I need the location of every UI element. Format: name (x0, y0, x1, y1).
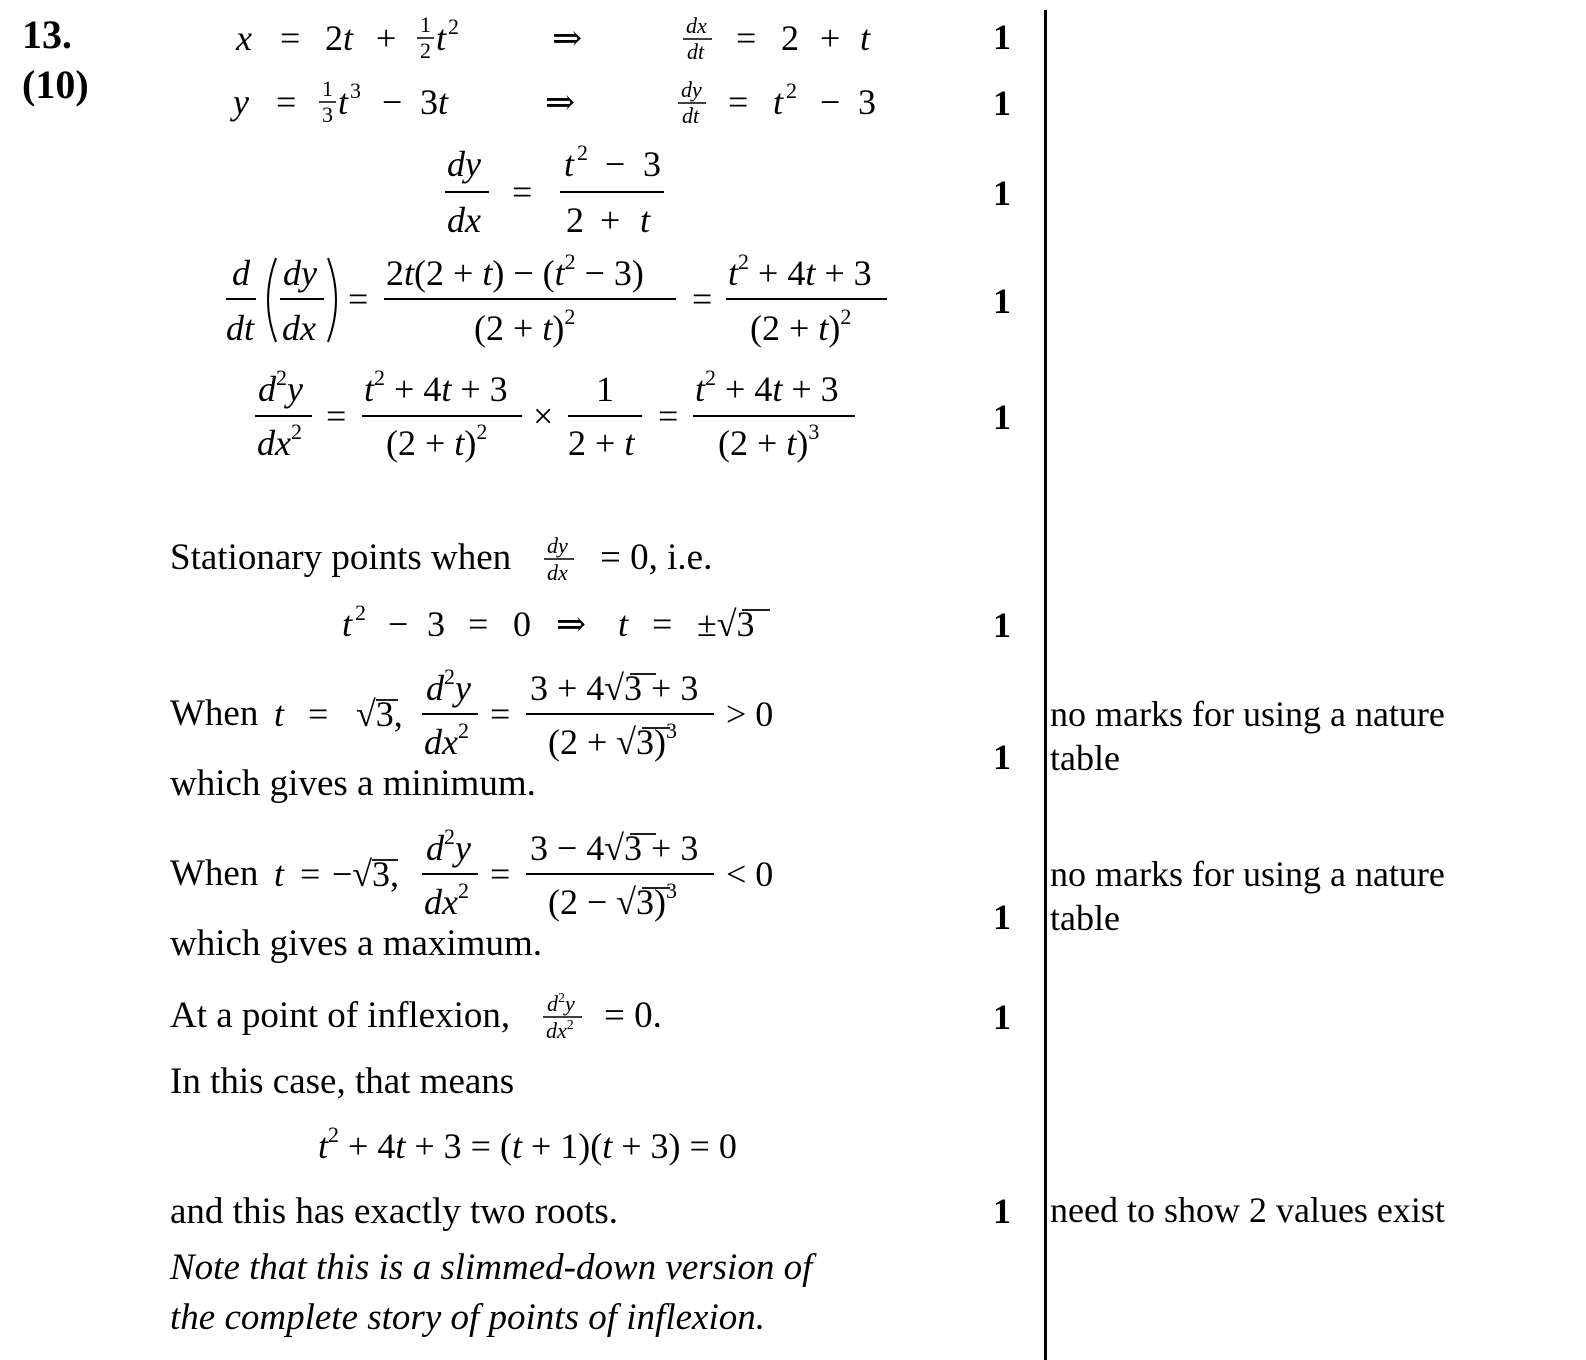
svg-text:dx2: $dx^2$ (546, 1018, 574, 1043)
svg-text:⇒: ⇒ (556, 604, 587, 644)
svg-text:(2 + t)2: $(2 + t)^2$ (750, 304, 852, 348)
svg-text:t2 + 4t + 3: $t^2 + 4t + 3$ (695, 365, 839, 409)
svg-text:dy: dy (447, 144, 481, 184)
svg-text:(2 + t)3: $(2 + t)^3$ (718, 419, 820, 463)
svg-text:d2y: $d^2y$ (426, 824, 471, 868)
svg-text:(2 − √3)3: $(2 - √3)^3$ (548, 878, 678, 922)
svg-text:(2 + t)2: $(2 + t)^2$ (474, 304, 576, 348)
svg-text:t: t (274, 694, 285, 734)
svg-text:t: t (860, 18, 871, 58)
svg-text:2: 2 (786, 78, 797, 103)
mark-9: 1 (993, 997, 1011, 1037)
svg-text:t: t (338, 82, 349, 122)
svg-text:3: 3 (322, 102, 333, 127)
inline-dydx (544, 533, 574, 585)
note-maximum: no marks for using a nature table (1050, 854, 1445, 938)
svg-text:−: − (605, 144, 626, 184)
eq-min-test (274, 664, 773, 762)
svg-text:=: = (308, 694, 329, 734)
when-text-2: When (170, 853, 259, 894)
svg-text:=: = (512, 172, 533, 212)
svg-text:dx2: $dx^2$ (424, 718, 469, 762)
footnote-line-2: the complete story of points of inflexion. (170, 1297, 765, 1338)
mark-8: 1 (993, 897, 1011, 937)
svg-text:1: 1 (596, 369, 614, 409)
svg-text:2 + t: 2 + t (568, 423, 635, 463)
svg-text:dy: dy (283, 253, 317, 293)
stationary-end-text: = 0, i.e. (600, 537, 713, 578)
eq-d-dt-dydx (226, 249, 887, 348)
svg-text:=: = (468, 604, 489, 644)
svg-text:t: t (342, 604, 353, 644)
svg-text:dx: dx (686, 13, 707, 38)
inflexion-end-text: = 0. (604, 995, 662, 1036)
svg-text:d2y: $d^2y$ (547, 991, 575, 1016)
svg-text:2: 2 (448, 14, 459, 39)
question-number: 13. (22, 12, 72, 57)
eq-inflexion-factor (318, 1122, 737, 1166)
svg-text:dy: dy (681, 77, 702, 102)
svg-text:+: + (820, 18, 841, 58)
svg-text:×: × (533, 396, 554, 436)
svg-text:t: t (773, 82, 784, 122)
svg-text:dy: dy (547, 533, 568, 558)
svg-text:2t: 2t (325, 18, 354, 58)
svg-text:−: − (388, 604, 409, 644)
stationary-text: Stationary points when (170, 537, 512, 578)
maximum-text: which gives a maximum. (170, 923, 542, 964)
svg-text:t: t (274, 854, 285, 894)
svg-text:3: 3 (350, 78, 361, 103)
svg-text:dx: dx (547, 560, 568, 585)
svg-text:=: = (490, 854, 511, 894)
svg-text:1: 1 (322, 76, 333, 101)
svg-text:3t: 3t (420, 82, 449, 122)
svg-text:d2y: $d^2y$ (426, 664, 471, 708)
svg-text:⇒: ⇒ (545, 82, 576, 122)
mark-1: 1 (993, 17, 1011, 57)
column-divider (1044, 10, 1047, 1360)
svg-text:3: 3 (427, 604, 445, 644)
svg-text:3 + 4√3 + 3: 3 + 4√3 + 3 (530, 668, 699, 708)
svg-text:dx: dx (282, 308, 316, 348)
case-text: In this case, that means (170, 1061, 515, 1102)
svg-text:> 0: > 0 (726, 694, 774, 734)
svg-text:=: = (736, 18, 757, 58)
inflexion-text: At a point of inflexion, (170, 995, 511, 1036)
svg-text:0: 0 (513, 604, 531, 644)
svg-text:2: 2 (577, 140, 588, 165)
svg-text:(2 + √3)3: $(2 + √3)^3$ (548, 718, 678, 762)
svg-text:d2y: $d^2y$ (258, 365, 303, 409)
svg-text:y: y (233, 82, 249, 122)
eq-max-test (274, 824, 773, 922)
svg-text:=: = (692, 279, 713, 319)
svg-text:d: d (232, 253, 250, 293)
svg-text:< 0: < 0 (726, 854, 774, 894)
eq-x-of-t (235, 12, 871, 64)
svg-text:3: 3 (643, 144, 661, 184)
when-text-1: When (170, 693, 259, 734)
svg-text:−: − (382, 82, 403, 122)
svg-text:t: t (618, 604, 629, 644)
svg-text:dx2: $dx^2$ (257, 419, 302, 463)
svg-text:−: − (820, 82, 841, 122)
minimum-text: which gives a minimum. (170, 763, 536, 804)
svg-text:t2 + 4t + 3 = (t + 1)(t + 3) =: $t^2 + 4t + 3 = (t + 1)(t + 3) = 0$ (318, 1122, 737, 1166)
eq-y-of-t (230, 76, 876, 128)
svg-text:t2 + 4t + 3: $t^2 + 4t + 3$ (364, 365, 508, 409)
mark-6: 1 (993, 605, 1011, 645)
svg-text:(2 + t)2: $(2 + t)^2$ (386, 419, 488, 463)
svg-text:√3,: √3, (356, 694, 403, 734)
svg-text:=: = (276, 82, 297, 122)
mark-4: 1 (993, 281, 1011, 321)
question-marks-total: (10) (22, 62, 89, 107)
svg-text:⇒: ⇒ (552, 18, 583, 58)
svg-text:=: = (280, 18, 301, 58)
svg-text:x: x (236, 18, 252, 58)
svg-text:dt: dt (682, 103, 700, 128)
mark-2: 1 (993, 83, 1011, 123)
svg-text:t2 + 4t + 3: $t^2 + 4t + 3$ (728, 249, 872, 293)
svg-text:t: t (436, 18, 447, 58)
svg-text:dt: dt (226, 308, 255, 348)
svg-text:t: t (640, 200, 651, 240)
svg-text:−√3,: −√3, (332, 854, 400, 894)
svg-text:dt: dt (687, 39, 705, 64)
inline-d2ydx2 (543, 991, 582, 1043)
svg-text:=: = (652, 604, 673, 644)
svg-text:dx: dx (447, 200, 481, 240)
eq-second-derivative (255, 365, 855, 463)
svg-text:=: = (326, 396, 347, 436)
svg-text:1: 1 (420, 12, 431, 37)
svg-text:3 − 4√3 + 3: 3 − 4√3 + 3 (530, 828, 699, 868)
eq-stationary-roots (342, 600, 770, 644)
mark-5: 1 (993, 397, 1011, 437)
svg-text:+: + (376, 18, 397, 58)
svg-text:=: = (300, 854, 321, 894)
svg-text:2: 2 (355, 600, 366, 625)
svg-text:±√3: ±√3 (697, 604, 755, 644)
footnote-line-1: Note that this is a slimmed-down version of (170, 1247, 813, 1288)
svg-text:+: + (600, 200, 621, 240)
svg-text:2t(2 + t) − (t2 − 3): $2t(2 + t) - (t^2 - 3)$ (386, 249, 644, 293)
note-minimum: no marks for using a nature table (1050, 694, 1445, 778)
svg-text:2: 2 (420, 38, 431, 63)
mark-3: 1 (993, 173, 1011, 213)
svg-text:=: = (658, 396, 679, 436)
eq-dydx (445, 140, 664, 240)
mark-10: 1 (993, 1191, 1011, 1231)
svg-text:2: 2 (781, 18, 799, 58)
svg-text:=: = (490, 694, 511, 734)
svg-text:=: = (348, 279, 369, 319)
svg-text:3: 3 (858, 82, 876, 122)
svg-text:dx2: $dx^2$ (424, 878, 469, 922)
mark-7: 1 (993, 737, 1011, 777)
note-roots: need to show 2 values exist (1050, 1190, 1445, 1230)
svg-text:2: 2 (566, 200, 584, 240)
svg-text:=: = (728, 82, 749, 122)
two-roots-text: and this has exactly two roots. (170, 1191, 619, 1232)
svg-text:t: t (564, 144, 575, 184)
